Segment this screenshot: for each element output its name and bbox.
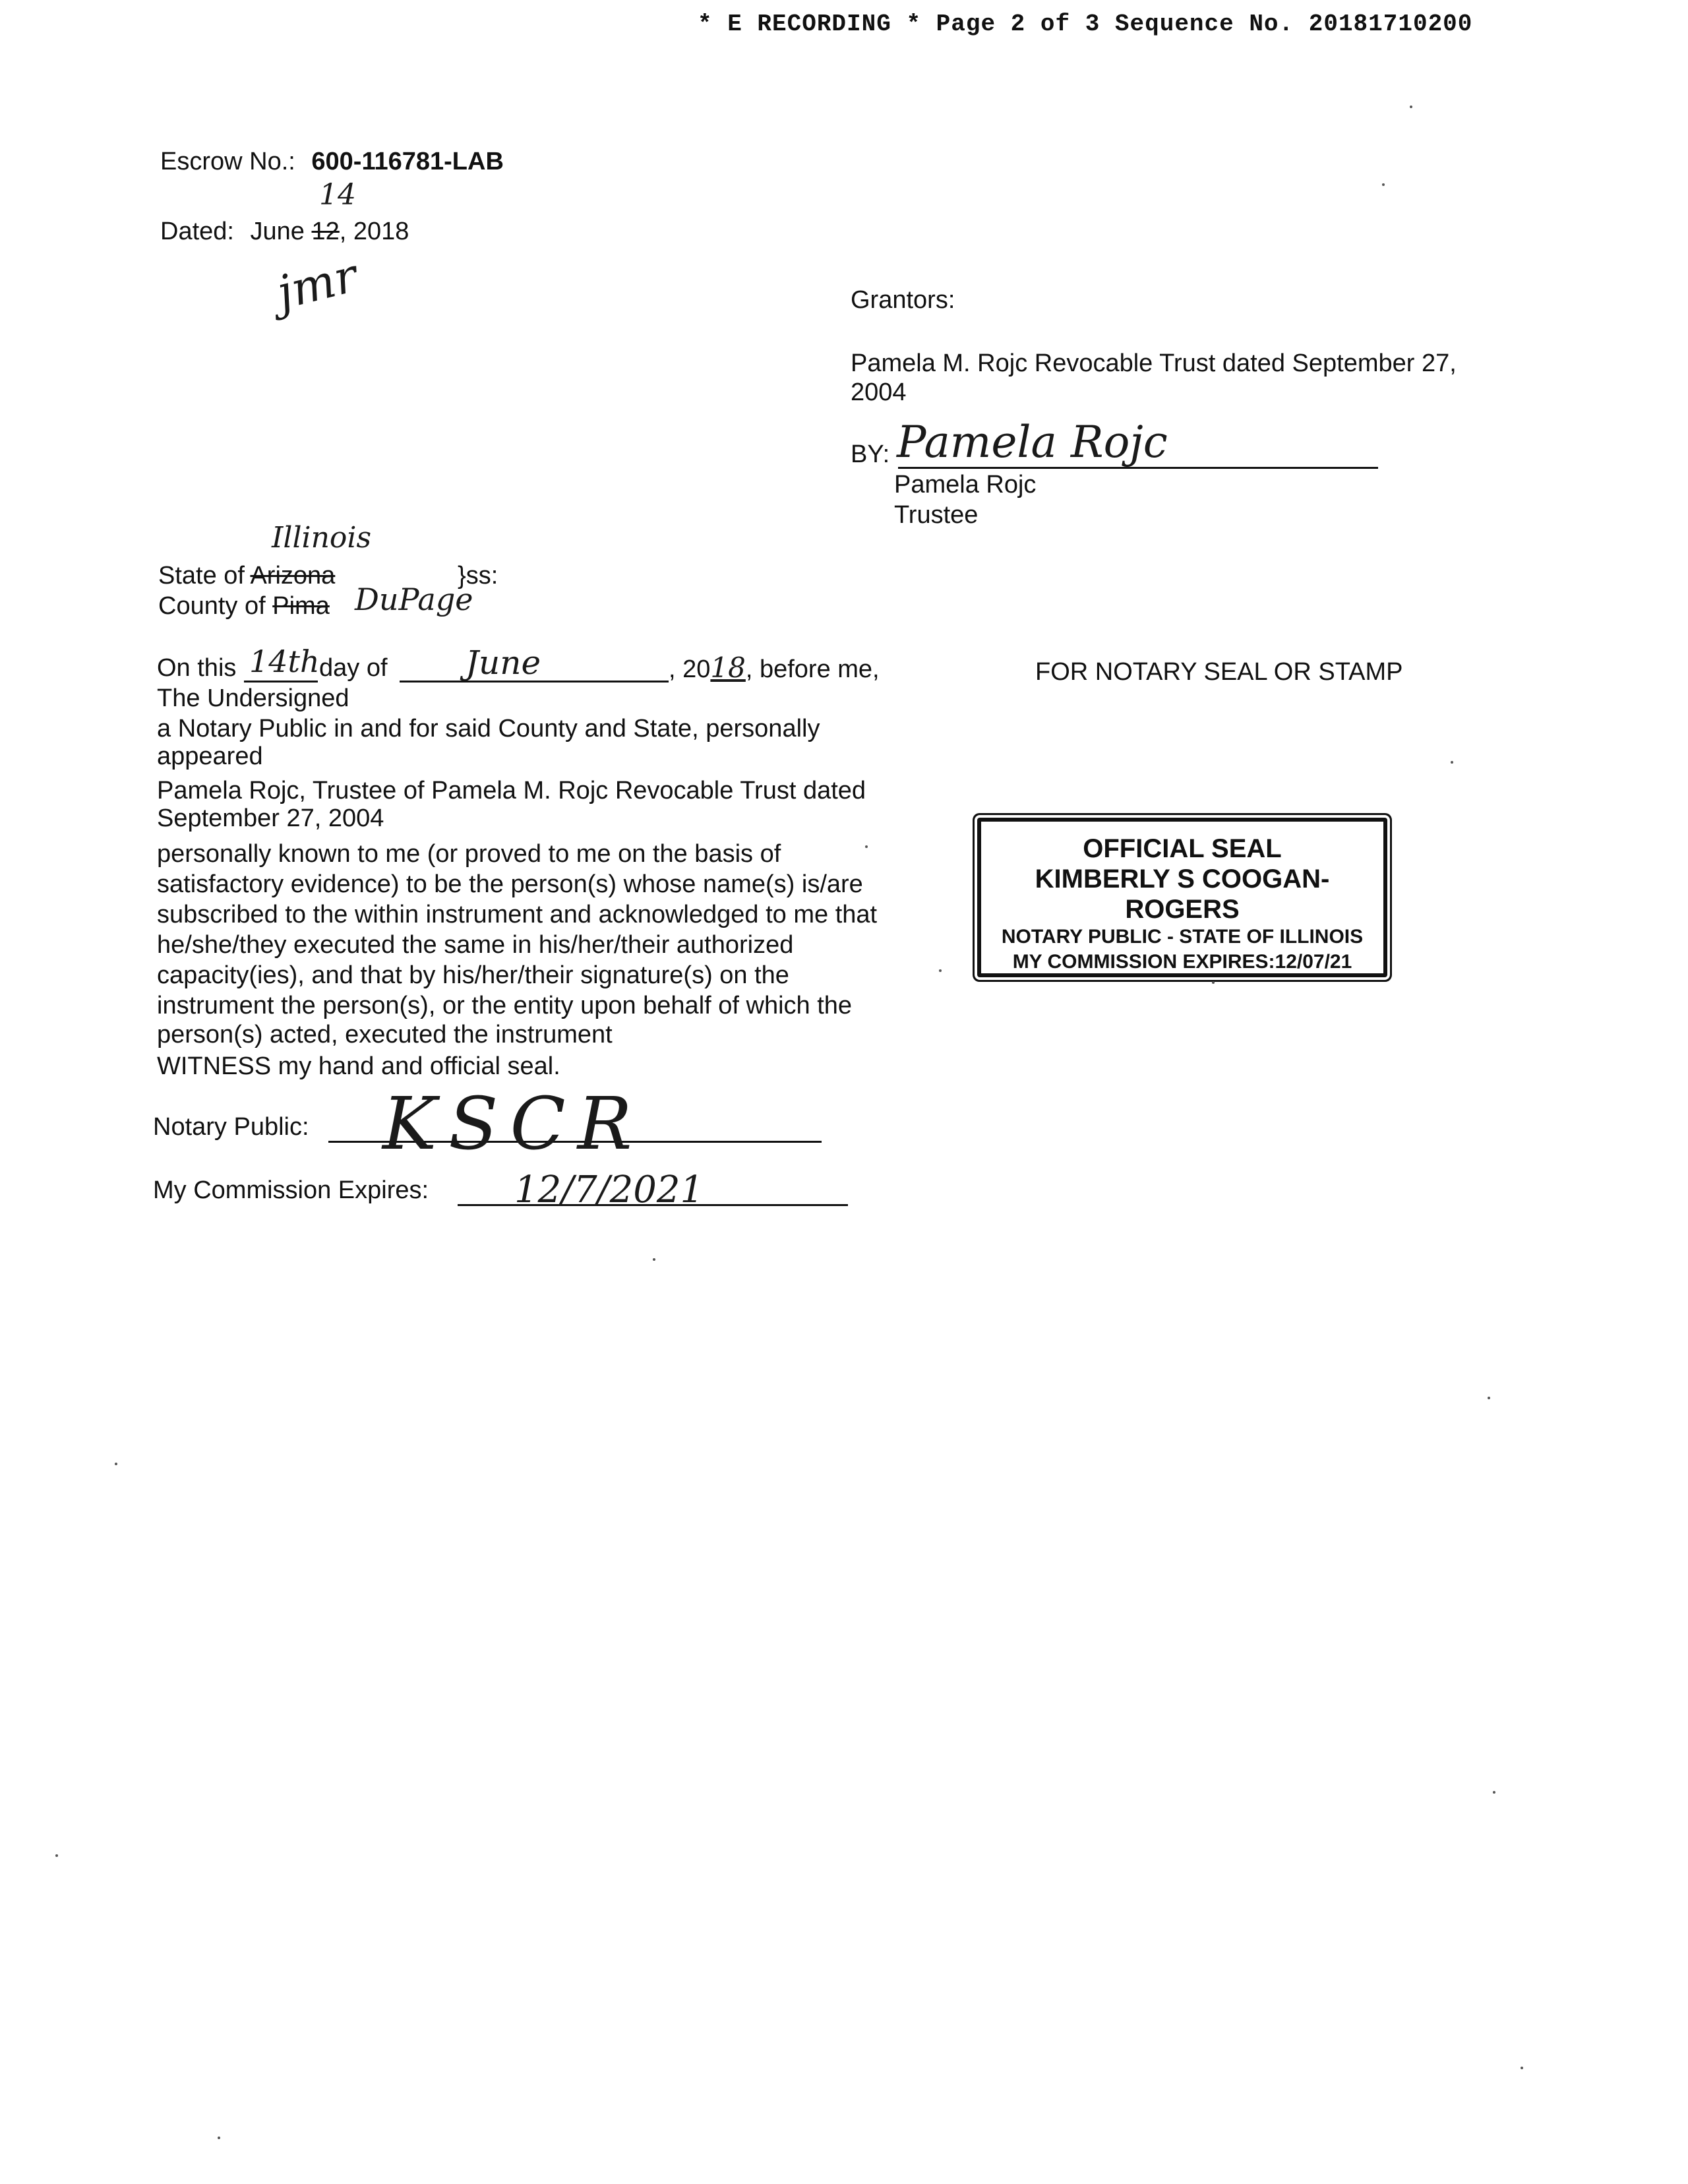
seal-line-2: KIMBERLY S COOGAN-ROGERS — [1035, 864, 1330, 924]
grantors-signer-title: Trustee — [894, 501, 979, 529]
escrow-number: 600-116781-LAB — [311, 148, 504, 175]
scan-speck — [1451, 761, 1453, 764]
ack-line: September 27, 2004 — [157, 804, 384, 832]
ack-year-handwritten: 18 — [710, 652, 746, 684]
ack-month-line — [400, 681, 669, 682]
ack-witness-line: WITNESS my hand and official seal. — [157, 1052, 560, 1080]
ack-year-row — [669, 653, 880, 684]
ack-on-this: On this — [157, 654, 237, 682]
venue-county-label: County of — [158, 592, 266, 620]
scan-speck — [653, 1258, 655, 1261]
venue-ss: }ss: — [458, 562, 498, 590]
grantors-signer-name: Pamela Rojc — [894, 471, 1037, 499]
dated-row — [160, 216, 409, 247]
ack-day-line — [244, 681, 318, 682]
ack-line: subscribed to the within instrument and acknowledged to me that — [157, 901, 878, 928]
seal-line-3: NOTARY PUBLIC - STATE OF ILLINOIS — [1001, 926, 1364, 948]
ack-line: appeared — [157, 743, 263, 770]
venue-county-row — [158, 591, 330, 621]
notary-expires-label: My Commission Expires: — [153, 1176, 429, 1204]
dated-struck-day: 12 — [311, 218, 340, 245]
dated-label: Dated: — [160, 218, 234, 245]
ack-month-handwritten: June — [466, 644, 541, 682]
ack-day-handwritten: 14th — [249, 644, 320, 679]
escrow-row — [160, 146, 504, 177]
seal-area-label: FOR NOTARY SEAL OR STAMP — [1035, 658, 1403, 686]
scan-speck — [1493, 1791, 1495, 1794]
ack-day-of: day of — [319, 654, 388, 682]
dated-month: June — [250, 218, 305, 245]
ack-line: he/she/they executed the same in his/her/their authorized — [157, 931, 794, 959]
scan-speck — [865, 845, 868, 848]
ack-line: personally known to me (or proved to me on the basis of — [157, 840, 781, 868]
ack-line: a Notary Public in and for said County and State, personally — [157, 715, 820, 743]
scan-speck — [1410, 106, 1412, 108]
scan-speck — [1212, 981, 1215, 984]
venue-county-struck: Pima — [272, 592, 330, 620]
scan-speck — [55, 1854, 58, 1857]
scan-speck — [1382, 183, 1385, 186]
ack-line: capacity(ies), and that by his/her/their signature(s) on the — [157, 961, 789, 989]
escrow-label: Escrow No.: — [160, 148, 295, 175]
venue-state-struck: Arizona — [250, 562, 336, 590]
ack-line: satisfactory evidence) to be the person(s) whose name(s) is/are — [157, 870, 863, 898]
notary-signature: KSCR — [382, 1081, 644, 1166]
ack-line: instrument the person(s), or the entity upon behalf of which the — [157, 992, 853, 1019]
ack-before-me: , before me, — [745, 655, 880, 683]
grantors-trust-line1: Pamela M. Rojc Revocable Trust dated September 27, — [851, 349, 1457, 377]
grantors-signature-line — [898, 467, 1378, 469]
dated-year: , 2018 — [339, 218, 409, 245]
seal-line-4: MY COMMISSION EXPIRES:12/07/21 — [1012, 951, 1352, 973]
ack-line: Pamela Rojc, Trustee of Pamela M. Rojc Revocable Trust dated — [157, 777, 866, 804]
ack-year-prefix: , 20 — [669, 655, 711, 683]
scan-speck — [218, 2137, 220, 2139]
seal-line-1: OFFICIAL SEAL — [1083, 834, 1282, 863]
venue-state-label: State of — [158, 562, 245, 590]
scan-speck — [1488, 1397, 1490, 1399]
scan-speck — [1521, 2067, 1523, 2069]
notary-seal-stamp — [977, 818, 1387, 977]
ack-line: The Undersigned — [157, 684, 349, 712]
venue-state-handwritten: Illinois — [272, 521, 372, 555]
venue-county-handwritten: DuPage — [355, 582, 473, 617]
recording-header: * E RECORDING * Page 2 of 3 Sequence No. 20181710200 — [698, 11, 1473, 38]
grantors-by-label: BY: — [851, 440, 890, 468]
notary-expires-handwritten: 12/7/2021 — [514, 1168, 704, 1211]
venue-state-row — [158, 561, 335, 591]
scan-speck — [939, 969, 942, 972]
grantors-label: Grantors: — [851, 286, 955, 314]
dated-handwritten-day: 14 — [319, 178, 356, 212]
ack-line: person(s) acted, executed the instrument — [157, 1021, 613, 1048]
dated-initials: jmr — [271, 248, 363, 320]
grantors-signature: Pamela Rojc — [897, 417, 1168, 468]
notary-public-label: Notary Public: — [153, 1113, 309, 1141]
grantors-trust-line2: 2004 — [851, 379, 907, 406]
scan-speck — [115, 1463, 117, 1465]
